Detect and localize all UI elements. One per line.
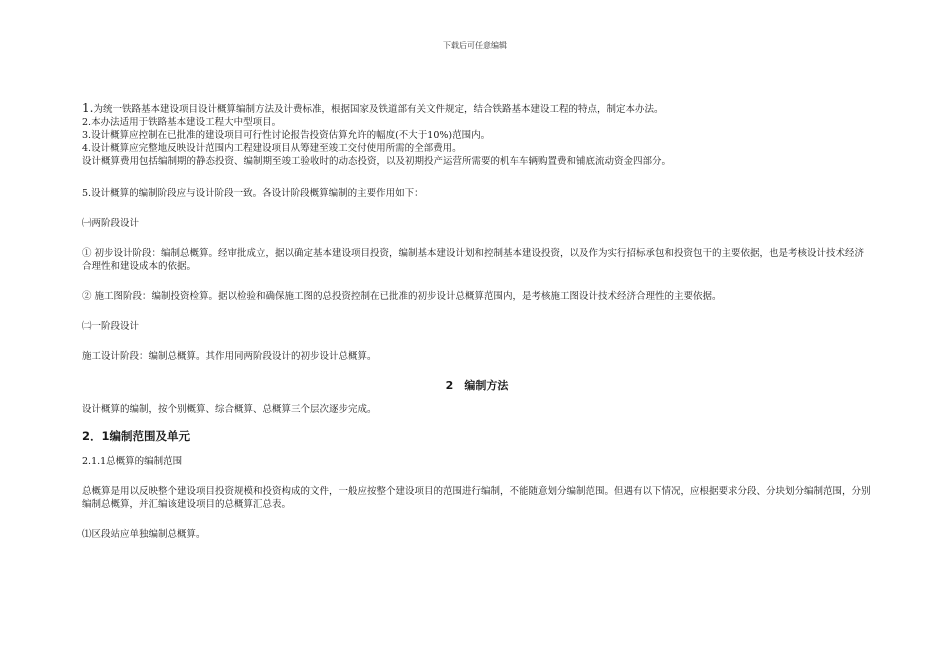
section-one-stage: ㈡一阶段设计	[82, 321, 140, 332]
paragraph-1	[82, 102, 872, 116]
section-two-stage: ㈠两阶段设计	[82, 218, 140, 229]
paragraph-1-number: 1.	[82, 101, 94, 115]
paragraph-1-text: 为统一铁路基本建设项目设计概算编制方法及计费标准，根据国家及铁道部有关文件规定，结合铁路基本建设工程的特点，制定本办法。	[93, 104, 664, 115]
heading-compilation-method: 2 编制方法	[445, 379, 509, 392]
document-body	[82, 102, 872, 541]
paragraph-4b: 设计概算费用包括编制期的静态投资、编制期至竣工验收时的动态投资，以及初期投产运营所需要的机车车辆购置费和铺底流动资金四部分。	[82, 156, 672, 167]
heading-scope-units: 2．1编制范围及单元	[82, 429, 191, 443]
paragraph-construction-drawing: ② 施工图阶段：编制投资检算。据以检验和确保施工图的总投资控制在已批准的初步设计总概算范围内，是考核施工图设计技术经济合理性的主要依据。	[82, 291, 722, 302]
subheading-scope: 2.1.1总概算的编制范围	[82, 455, 183, 467]
paragraph-district-station: ⑴区段站应单独编制总概算。	[82, 528, 206, 540]
paragraph-4: 4.设计概算应完整地反映设计范围内工程建设项目从筹建至竣工交付使用所需的全部费用。	[82, 143, 462, 154]
paragraph-compilation-levels: 设计概算的编制，按个别概算、综合概算、总概算三个层次逐步完成。	[82, 404, 377, 415]
paragraph-preliminary-design: ① 初步设计阶段：编制总概算。经审批成立，据以确定基本建设项目投资，编制基本建设计划和控制基本建设投资，以及作为实行招标承包和投资包干的主要依据，也是考核设计技术经济合理性和建设成本的依据。	[82, 248, 865, 272]
paragraph-construction-design: 施工设计阶段：编制总概算。其作用同两阶段设计的初步设计总概算。	[82, 351, 377, 362]
paragraph-total-estimate: 总概算是用以反映整个建设项目投资规模和投资构成的文件，一般应按整个建设项目的范围进行编制，不能随意划分编制范围。但遇有以下情况，应根据要求分段、分块划分编制范围，分别编制总概算，并汇编该建设项目的总概算汇总表。	[82, 485, 871, 510]
paragraph-3: 3.设计概算应控制在已批准的建设项目可行性讨论报告投资估算允许的幅度(不大于10%)范围内。	[82, 130, 491, 141]
paragraph-2: 2.本办法适用于铁路基本建设工程大中型项目。	[82, 117, 282, 128]
page-header: 下载后可任意编辑	[443, 41, 507, 50]
paragraph-5: 5.设计概算的编制阶段应与设计阶段一致。各设计阶段概算编制的主要作用如下：	[82, 188, 424, 199]
